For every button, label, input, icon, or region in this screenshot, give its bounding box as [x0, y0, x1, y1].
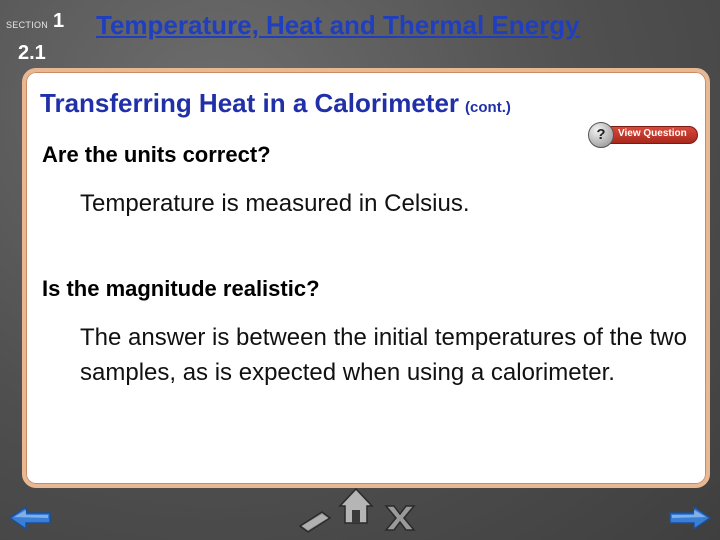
- right-arrow-icon: [668, 505, 712, 531]
- resources-button[interactable]: [298, 506, 334, 534]
- exit-icon: [382, 502, 418, 534]
- chapter-title-link[interactable]: Temperature, Heat and Thermal Energy: [96, 10, 580, 40]
- subsection-number: 2.1: [18, 42, 46, 64]
- exit-button[interactable]: [382, 502, 418, 534]
- home-icon: [336, 486, 376, 526]
- section-number: 1: [53, 10, 65, 32]
- section-label: SECTION: [6, 20, 49, 30]
- resources-icon: [298, 506, 334, 534]
- slide-title: [40, 88, 511, 119]
- nav-center-group: [298, 486, 422, 536]
- slide-title-suffix: (cont.): [465, 99, 511, 116]
- forward-button[interactable]: [668, 505, 712, 531]
- question-2: Is the magnitude realistic?: [42, 276, 320, 301]
- view-question-label: View Question: [618, 128, 687, 139]
- view-question-button[interactable]: [588, 122, 696, 146]
- question-mark-icon: ?: [588, 122, 614, 148]
- answer-1: Temperature is measured in Celsius.: [80, 190, 470, 217]
- question-1: Are the units correct?: [42, 142, 271, 167]
- home-button[interactable]: [336, 486, 376, 526]
- answer-2: The answer is between the initial temperatures of the two samples, as is expected when using a calorimeter.: [80, 324, 687, 386]
- slide-title-text: Transferring Heat in a Calorimeter: [40, 88, 460, 118]
- left-arrow-icon: [8, 505, 52, 531]
- back-button[interactable]: [8, 505, 52, 531]
- section-indicator: [0, 0, 65, 68]
